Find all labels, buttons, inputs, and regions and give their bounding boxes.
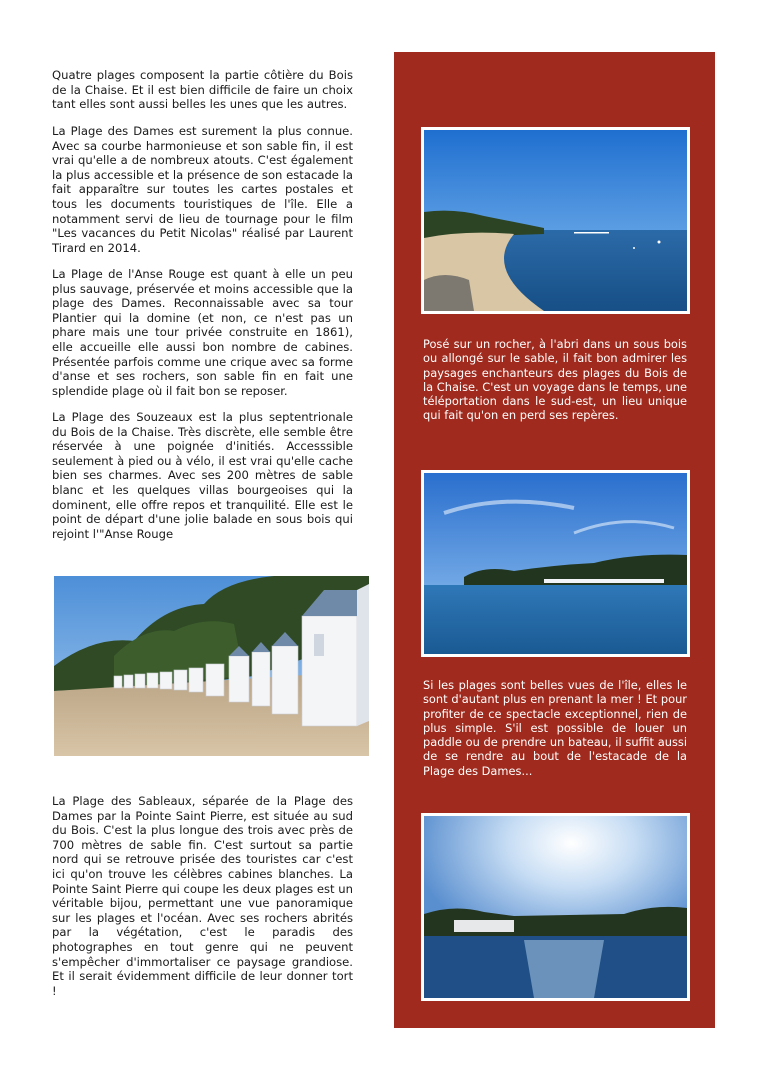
panel-text-1: Posé sur un rocher, à l'abri dans un sous bois ou allongé sur le sable, il fait bon admirer les paysages enchanteurs des plages du Bois de la Chaise. C'est un voyage dans le temps, une téléportation dans le sud-est, un lieu unique qui fait qu'on en perd ses repères. — [423, 337, 687, 423]
beach-panorama-photo-1 — [421, 127, 690, 314]
souzeaux-paragraph: La Plage des Souzeaux est la plus septentrionale du Bois de la Chaise. Très discrète, elle semble être réservée à une poignée d'initiés. Accesssible seulement à pied ou à vélo, il est vrai qu'elle cache bien ses charmes. Avec ses 200 mètres de sable blanc et les quelques villas bourgeoises qui la dominent, elle offre repos et tranquilité. Elle est le point de départ d'une jolie balade en sous bois qui rejoint l'"Anse Rouge — [52, 410, 353, 541]
sableaux-paragraph: La Plage des Sableaux, séparée de la Plage des Dames par la Pointe Saint Pierre, est située au sud du Bois. C'est la plus longue des trois avec près de 700 mètres de sable fin. C'est surtout sa partie nord qui se retrouve prisée des touristes car c'est ici qu'on trouve les célèbres cabines blanches. La Pointe Saint Pierre qui coupe les deux plages est un véritable bijou, permettant une vue panoramique sur les plages et l'océan. Avec ses rochers abrités par la végétation, c'est le paradis des photographes en tout genre qui ne peuvent s'empêcher d'immortaliser ce paysage grandiose. Et il serait évidemment difficile de leur donner tort ! — [52, 794, 353, 998]
plage-des-dames-paragraph: La Plage des Dames est surement la plus connue. Avec sa courbe harmonieuse et son sable fin, il est vrai qu'elle a de nombreux atouts. C'est également la plus accessible et la présence de son estacade la fait apparaître sur toutes les cartes postales et tous les documents touristiques de l'île. Elle a notamment servi de lieu de tournage pour le film "Les vacances du Petit Nicolas" réalisé par Laurent Tirard en 2014. — [52, 124, 353, 255]
bay-panorama-photo-3 — [421, 813, 690, 1001]
sea-panorama-photo-2 — [421, 470, 690, 657]
beach-huts-photo — [54, 576, 369, 756]
intro-paragraph: Quatre plages composent la partie côtière du Bois de la Chaise. Et il est bien difficile de faire un choix tant elles sont aussi belles les unes que les autres. — [52, 68, 353, 112]
anse-rouge-paragraph: La Plage de l'Anse Rouge est quant à elle un peu plus sauvage, préservée et moins accessible que la plage des Dames. Reconnaissable avec sa tour Plantier qui la domine (et non, ce n'est pas un phare mais une tour privée construite en 1861), elle accueille elle aussi bon nombre de cabines. Présentée parfois comme une crique avec sa forme d'anse et ses rochers, son sable fin en fait une splendide plage où il fait bon se reposer. — [52, 267, 353, 398]
panel-text-2: Si les plages sont belles vues de l'île, elles le sont d'autant plus en prenant la mer ! Et pour profiter de ce spectacle exceptionnel, rien de plus simple. S'il est possible de louer un paddle ou de prendre un bateau, il suffit aussi de se rendre au bout de l'estacade de la Plage des Dames... — [423, 678, 687, 778]
